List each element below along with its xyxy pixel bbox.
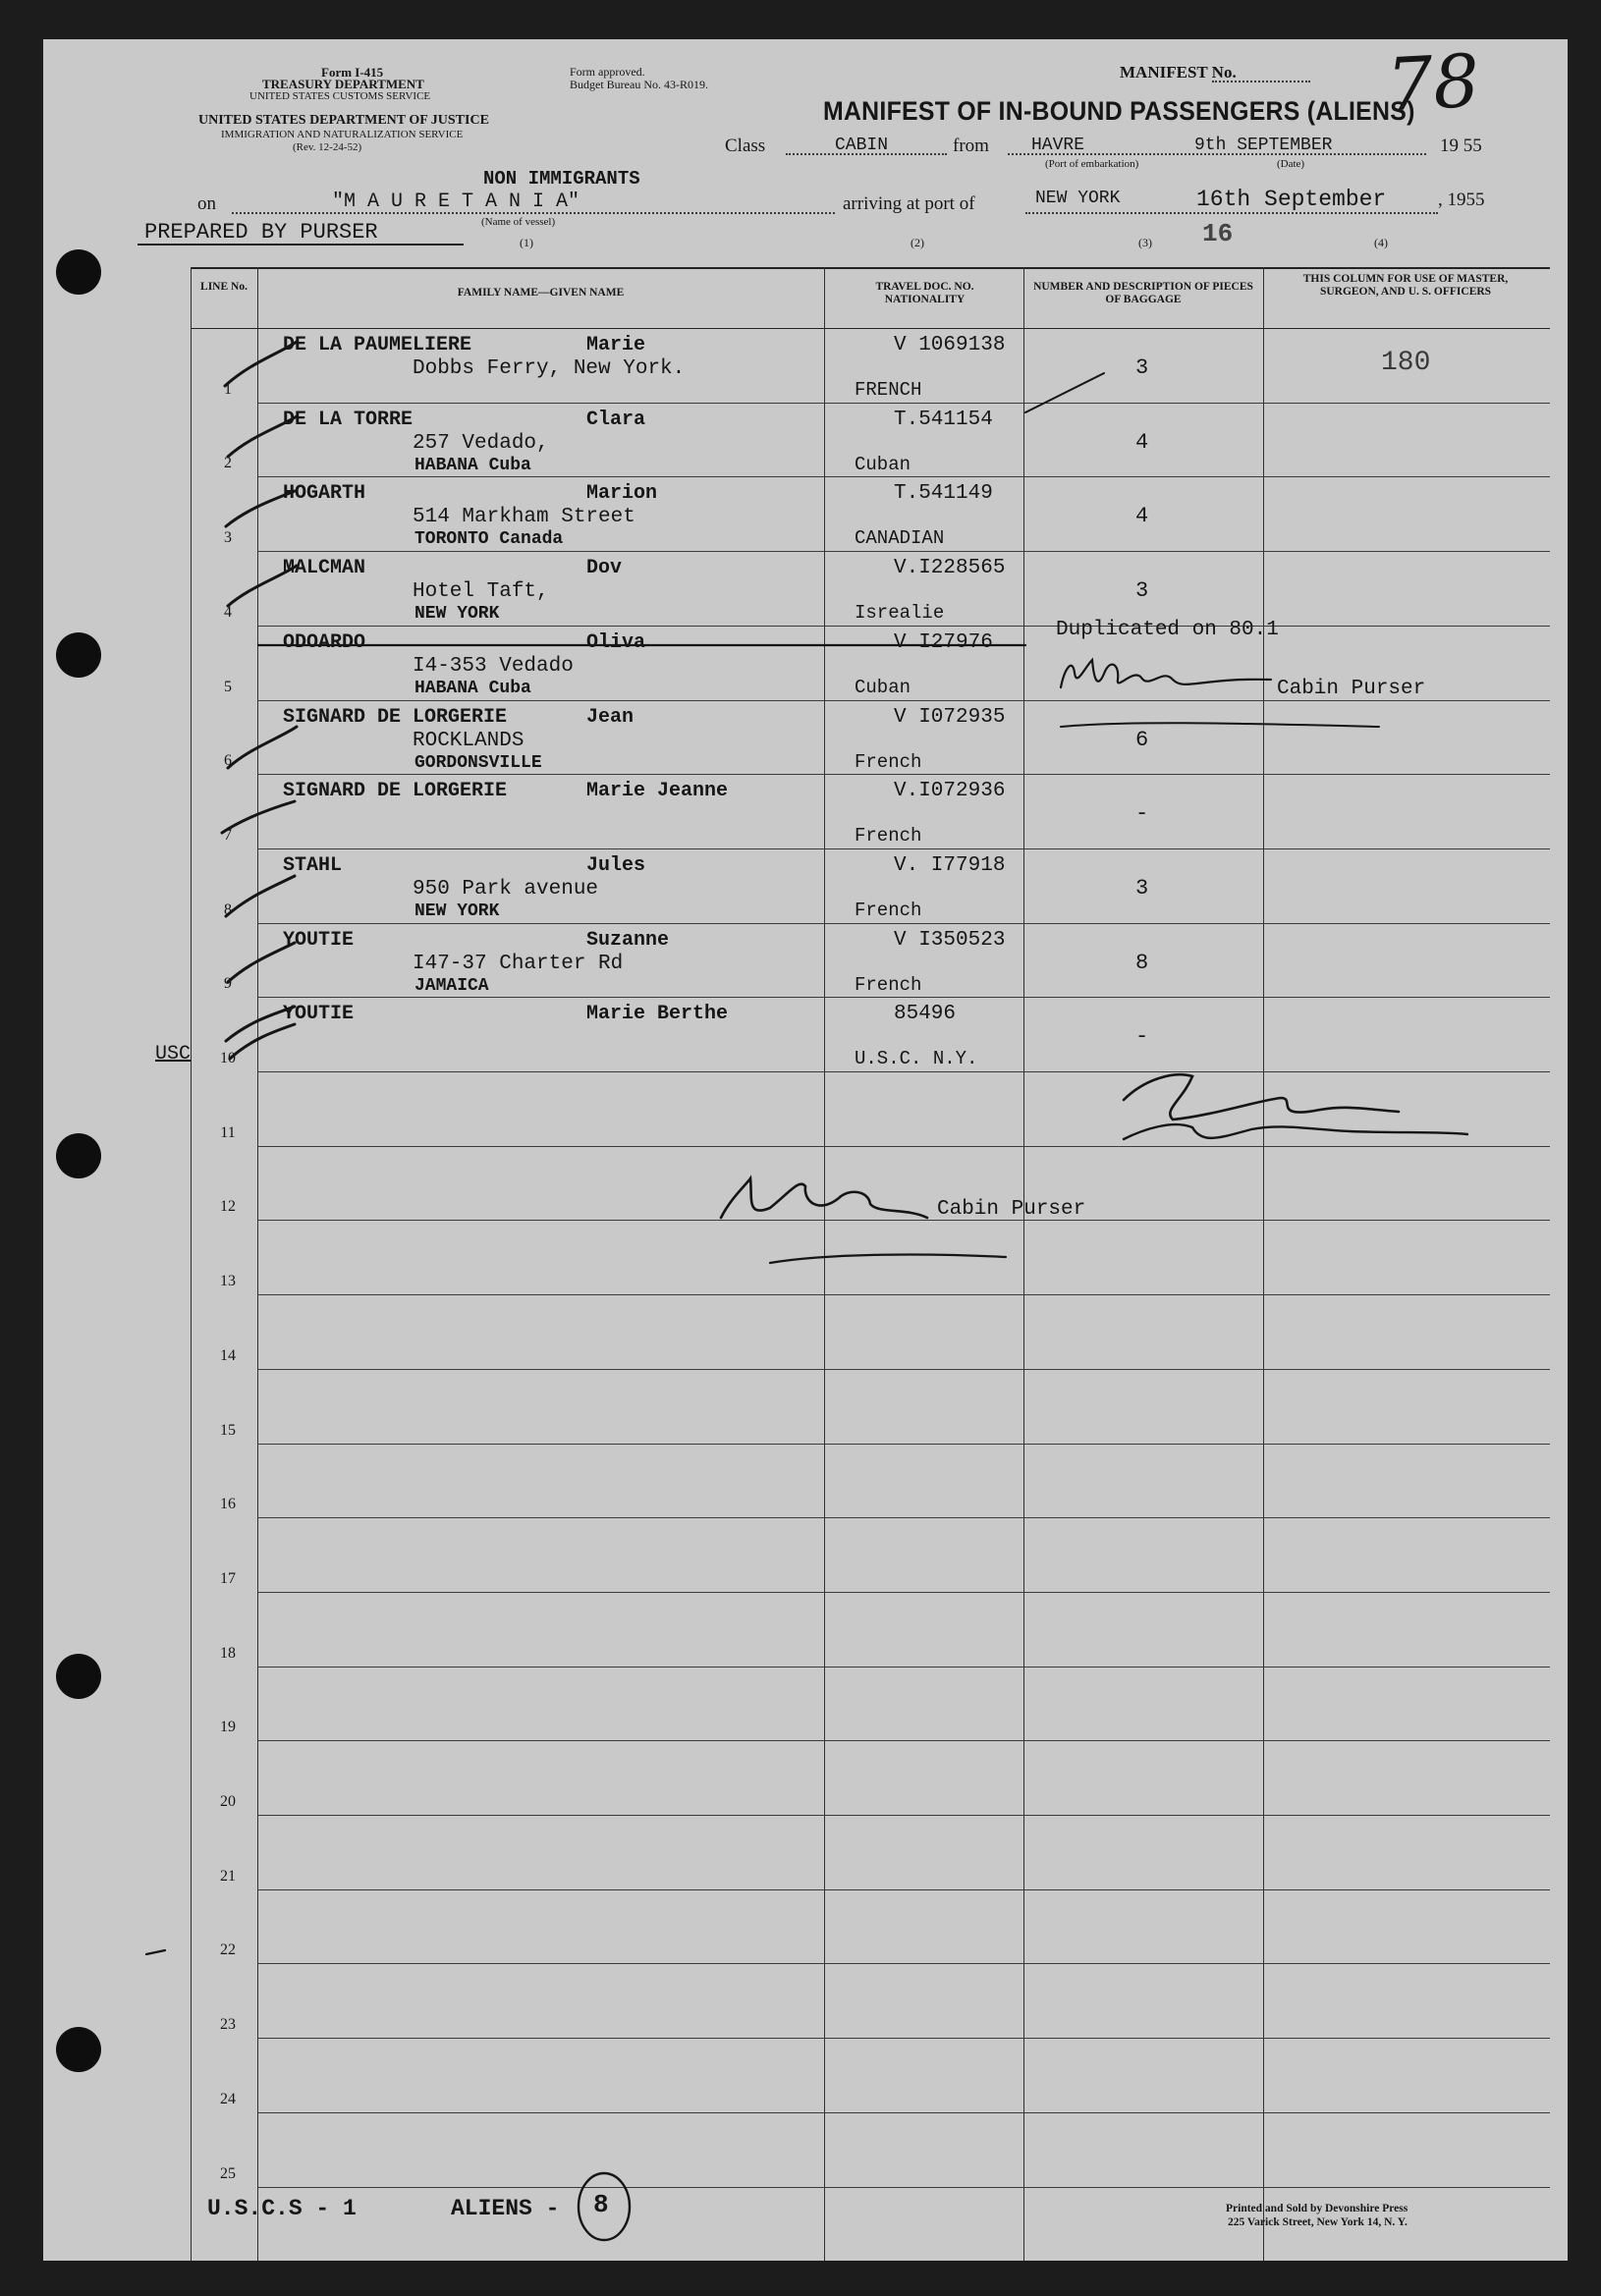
passenger-city: NEW YORK (414, 604, 500, 625)
from-label: from (953, 136, 989, 156)
nationality: FRENCH (855, 379, 922, 401)
travel-doc-number: V I350523 (894, 928, 1006, 952)
date-value: 9th SEPTEMBER (1194, 136, 1333, 155)
travel-doc-number: T.541149 (894, 482, 993, 506)
passenger-family-name: MALCMAN (283, 557, 366, 580)
manifest-page (43, 39, 1568, 2261)
passenger-address: ROCKLANDS (413, 729, 524, 752)
passenger-family-name: YOUTIE (283, 928, 355, 952)
passenger-address: 257 Vedado, (413, 431, 549, 455)
line-number: 2 (224, 455, 232, 472)
passenger-family-name: YOUTIE (283, 1003, 355, 1026)
col-caption-2: (2) (911, 236, 924, 249)
passenger-family-name: DE LA TORRE (283, 408, 414, 431)
baggage-count: 3 (1135, 578, 1149, 604)
arrival-date: 16th September (1196, 187, 1387, 212)
baggage-count: 8 (1135, 950, 1149, 975)
baggage-count: 3 (1135, 355, 1149, 380)
travel-doc-number: V.I072936 (894, 780, 1006, 803)
header-name: FAMILY NAME—GIVEN NAME (457, 287, 625, 299)
passenger-family-name: STAHL (283, 853, 343, 877)
header-baggage: NUMBER AND DESCRIPTION OF PIECES OF BAGGAGE (1033, 281, 1253, 305)
arrival-year: , 1955 (1438, 190, 1485, 210)
printer-line-1: Printed and Sold by Devonshire Press (1226, 2203, 1408, 2214)
check-mark (226, 491, 295, 526)
line-number: 3 (224, 529, 232, 547)
header-officers: THIS COLUMN FOR USE OF MASTER, SURGEON, AND U. S. OFFICERS (1302, 273, 1509, 298)
vessel-caption: (Name of vessel) (481, 216, 556, 228)
passenger-city: TORONTO Canada (414, 529, 564, 550)
passenger-address: Hotel Taft, (413, 580, 549, 604)
passenger-address: 950 Park avenue (413, 877, 599, 901)
date-stamp: 16 (1202, 219, 1234, 248)
line-number: 20 (220, 1793, 236, 1810)
travel-doc-number: T.541154 (894, 408, 993, 431)
baggage-count: - (1135, 1024, 1149, 1050)
customs-service: UNITED STATES CUSTOMS SERVICE (249, 90, 431, 102)
passenger-family-name: SIGNARD DE LORGERIE (283, 780, 508, 803)
baggage-count: 6 (1135, 727, 1149, 752)
passenger-city: GORDONSVILLE (414, 752, 542, 773)
col-caption-1: (1) (520, 236, 533, 249)
ins-line: IMMIGRATION AND NATURALIZATION SERVICE (221, 129, 464, 140)
passenger-city: JAMAICA (414, 975, 489, 996)
line-number: 8 (224, 901, 232, 918)
header-travel-doc: TRAVEL DOC. NO. NATIONALITY (875, 281, 974, 305)
passenger-given-name: Jean (586, 705, 635, 729)
aliens-label: ALIENS - (451, 2196, 560, 2221)
baggage-count: 4 (1135, 429, 1149, 455)
nationality: Cuban (855, 676, 911, 698)
line-number: 24 (220, 2090, 236, 2107)
line-number: 17 (220, 1569, 236, 1587)
duplicated-note: Duplicated on 80.1 (1056, 619, 1279, 641)
manifest-no-label: MANIFEST No. (1120, 63, 1237, 82)
col-caption-3: (3) (1138, 236, 1152, 249)
travel-doc-number: V.I228565 (894, 557, 1006, 580)
nationality: French (855, 825, 922, 847)
arrival-port: NEW YORK (1035, 189, 1121, 208)
line-number: 23 (220, 2016, 236, 2034)
class-value: CABIN (835, 136, 889, 155)
line-number: 25 (220, 2164, 236, 2182)
passenger-given-name: Suzanne (586, 928, 670, 952)
line-number: 5 (224, 678, 232, 695)
line-number: 6 (224, 752, 232, 770)
check-mark (226, 1007, 295, 1041)
prepared-by: PREPARED BY PURSER (144, 220, 378, 245)
check-mark (228, 943, 295, 982)
travel-doc-number: V. I77918 (894, 853, 1006, 877)
doj-line: UNITED STATES DEPARTMENT OF JUSTICE (198, 113, 489, 128)
travel-doc-number: V I072935 (894, 705, 1006, 729)
form-number: Form I-415 (321, 65, 384, 80)
from-value: HAVRE (1031, 136, 1085, 155)
line-number: 12 (220, 1198, 236, 1216)
passenger-city: HABANA Cuba (414, 455, 531, 475)
passenger-given-name: Oliva (586, 630, 646, 654)
check-mark (228, 566, 297, 606)
cabin-purser-note-2: Cabin Purser (937, 1198, 1086, 1221)
nationality: CANADIAN (855, 527, 945, 550)
nationality: French (855, 973, 922, 996)
revision: (Rev. 12-24-52) (293, 141, 362, 153)
form-code: U.S.C.S - 1 (207, 2196, 357, 2221)
line-number: 14 (220, 1346, 236, 1364)
class-label: Class (725, 136, 766, 156)
passenger-family-name: ODOARDO (283, 630, 366, 654)
check-mark (228, 727, 297, 768)
nationality: French (855, 899, 922, 921)
nationality: Isrealie (855, 602, 945, 625)
travel-doc-number: V 1069138 (894, 334, 1006, 356)
year: 19 55 (1440, 136, 1482, 156)
line-number: 15 (220, 1421, 236, 1439)
line-number: 11 (220, 1123, 236, 1141)
passenger-address: I47-37 Charter Rd (413, 952, 624, 975)
nationality: Cuban (855, 453, 911, 475)
form-approved: Form approved. (570, 65, 645, 79)
passenger-family-name: DE LA PAUMELIERE (283, 334, 472, 356)
category: NON IMMIGRANTS (483, 168, 640, 190)
line-number: 7 (224, 826, 232, 844)
arriving-label: arriving at port of (843, 193, 975, 214)
passenger-family-name: SIGNARD DE LORGERIE (283, 705, 508, 729)
line-number: 1 (224, 380, 232, 398)
line-number: 16 (220, 1496, 236, 1513)
date-caption: (Date) (1277, 158, 1305, 170)
vessel-name: "M A U R E T A N I A" (332, 191, 580, 213)
budget-bureau: Budget Bureau No. 43-R019. (570, 78, 708, 91)
baggage-count: - (1135, 801, 1149, 827)
passenger-given-name: Marion (586, 482, 658, 506)
port-caption: (Port of embarkation) (1045, 158, 1139, 170)
printer-line-2: 225 Varick Street, New York 14, N. Y. (1228, 2216, 1408, 2228)
line-number: 18 (220, 1644, 236, 1662)
passenger-family-name: HOGARTH (283, 482, 366, 506)
manifest-number: 78 (1384, 39, 1482, 129)
passenger-given-name: Jules (586, 853, 646, 877)
treasury-dept: TREASURY DEPARTMENT (262, 77, 424, 91)
passenger-address: 514 Markham Street (413, 506, 635, 529)
handwritten-marks (43, 39, 1568, 2261)
travel-doc-number: V I27976 (894, 630, 993, 654)
passenger-given-name: Marie Jeanne (586, 780, 729, 803)
passenger-given-name: Clara (586, 408, 646, 431)
travel-doc-number: 85496 (894, 1003, 957, 1026)
line-number: 13 (220, 1273, 236, 1290)
nationality: French (855, 750, 922, 773)
aliens-count: 8 (593, 2190, 609, 2219)
check-mark (228, 416, 297, 457)
passenger-city: HABANA Cuba (414, 678, 531, 698)
baggage-count: 3 (1135, 875, 1149, 901)
line-number: 19 (220, 1719, 236, 1736)
check-mark (226, 876, 295, 916)
line-number: 9 (224, 975, 232, 993)
check-mark (225, 342, 297, 386)
usc-margin-note: USC (155, 1043, 192, 1066)
line-number: 22 (220, 1941, 236, 1959)
passenger-given-name: Dov (586, 557, 623, 580)
line-number: 4 (224, 603, 232, 621)
line-number: 21 (220, 1867, 236, 1885)
header-line-no: LINE No. (200, 281, 248, 293)
manifest-title: MANIFEST OF IN-BOUND PASSENGERS (ALIENS) (823, 96, 1415, 126)
cabin-purser-note-1: Cabin Purser (1277, 678, 1426, 700)
check-mark (222, 801, 295, 833)
passenger-address: Dobbs Ferry, New York. (413, 357, 686, 380)
passenger-given-name: Marie Berthe (586, 1003, 729, 1026)
passenger-given-name: Marie (586, 334, 646, 356)
nationality: U.S.C. N.Y. (855, 1048, 978, 1070)
baggage-count: 4 (1135, 504, 1149, 529)
col-caption-4: (4) (1374, 236, 1388, 249)
on-label: on (197, 193, 216, 214)
officer-note: 180 (1381, 348, 1431, 378)
line-number: 10 (220, 1050, 236, 1066)
passenger-city: NEW YORK (414, 901, 500, 921)
passenger-address: I4-353 Vedado (413, 654, 574, 678)
